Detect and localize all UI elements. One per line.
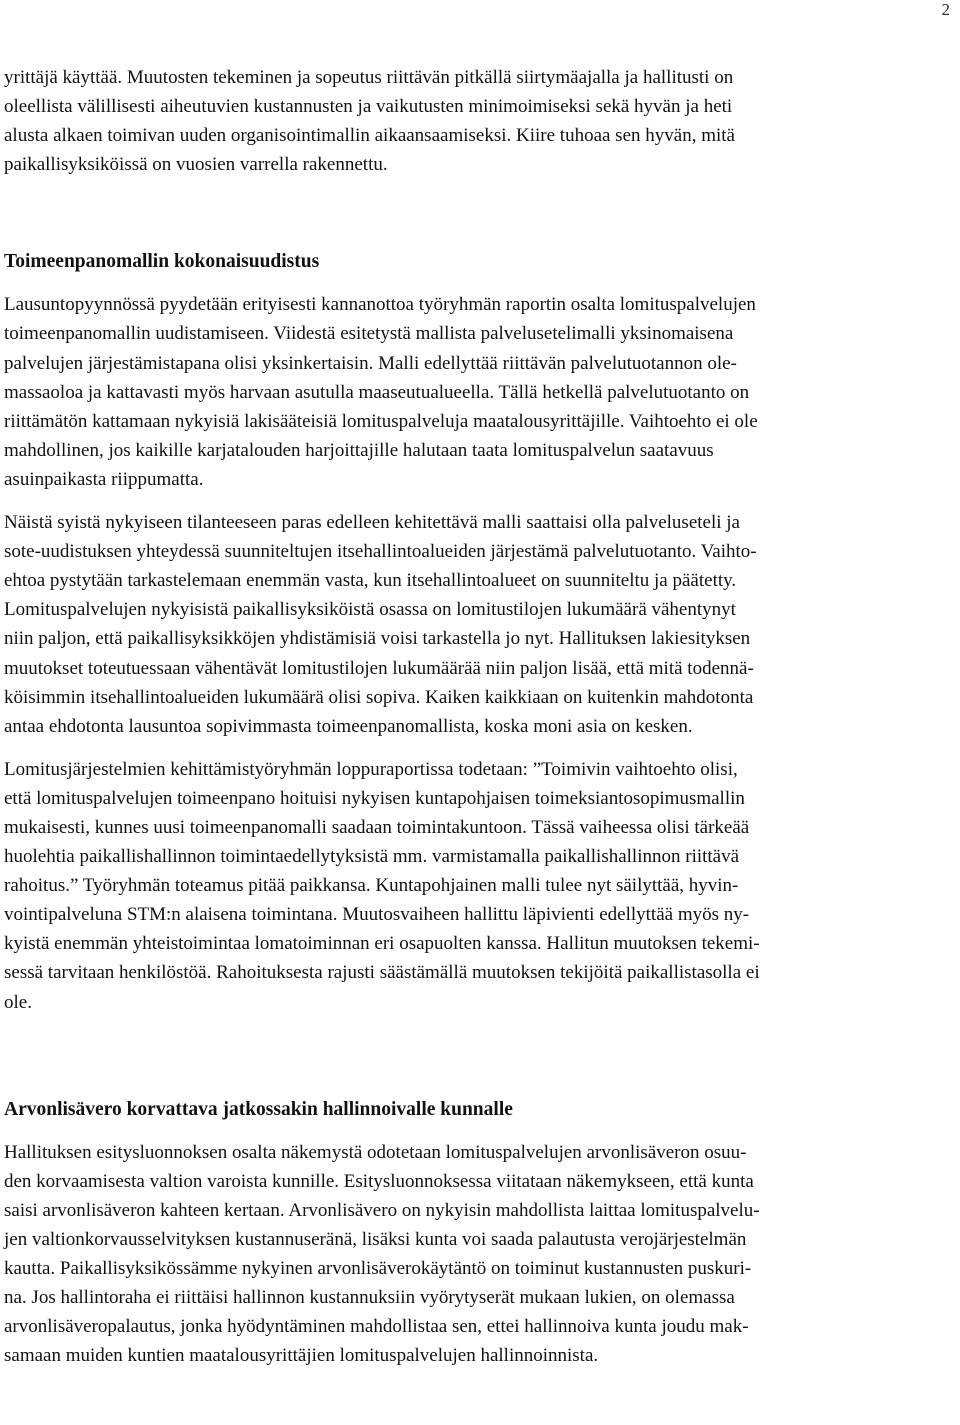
text-line: Hallituksen esitysluonnoksen osalta näkemystä odotetaan lomituspalvelujen arvonlisäveron osuu- — [4, 1141, 747, 1163]
text-line: että lomituspalvelujen toimeenpano hoituisi nykyisen kuntapohjaisen toimeksiantosopimusmallin — [4, 787, 745, 809]
text-line: rahoitus.” Työryhmän toteamus pitää paikkansa. Kuntapohjainen malli tulee nyt säilyttää, hyvin- — [4, 875, 739, 897]
text-line: köisimmin itsehallintoalueiden lukumäärä olisi sopiva. Kaiken kaikkiaan on kuitenkin mahdotonta — [4, 686, 754, 708]
text-line: jen valtionkorvausselvityksen kustannuseränä, lisäksi kunta voi saada palautusta verojärjestelmän — [4, 1228, 747, 1250]
text-line: oleellista välillisesti aiheutuvien kustannusten ja vaikutusten minimoimiseksi sekä hyvän ja heti — [4, 96, 733, 118]
text-line: kautta. Paikallisyksikössämme nykyinen arvonlisäverokäytäntö on toiminut kustannusten puskuri- — [4, 1258, 752, 1279]
text-line: alusta alkaen toimivan uuden organisointimallin aikaansaamiseksi. Kiire tuhoaa sen hyvän, mitä — [4, 125, 735, 147]
text-line: palvelujen järjestämistapana olisi yksinkertaisin. Malli edellyttää riittävän palvelutuotannon ole- — [4, 352, 737, 374]
text-line: sote-uudistuksen yhteydessä suunniteltujen itsehallintoalueiden järjestämä palvelutuotanto. Vaihto- — [4, 541, 757, 563]
text-line: kyistä enemmän yhteistoimintaa lomatoiminnan eri osapuolten kanssa. Hallitun muutoksen tekemi- — [4, 933, 760, 955]
text-line: den korvaamisesta valtion varoista kunnille. Esitysluonnoksessa viitataan näkemykseen, että kunta — [4, 1170, 754, 1192]
text-line: paikallisyksiköissä on vuosien varrella rakennettu. — [4, 154, 388, 176]
section-heading-toimeenpanomalli: Toimeenpanomallin kokonaisuudistus — [4, 251, 320, 273]
text-line: ole. — [4, 991, 32, 1013]
text-line: ehtoa pystytään tarkastelemaan enemmän vasta, kun itsehallintoalueet on suunniteltu ja päätetty. — [4, 570, 737, 592]
text-line: sessä tarvitaan henkilöstöä. Rahoituksesta rajusti säästämällä muutoksen tekijöitä paikallistasolla ei — [4, 962, 760, 984]
document-body — [4, 63, 950, 1370]
text-line: huolehtia paikallishallinnon toimintaedellytyksistä mm. varmistamalla paikallishallinnon riittävä — [4, 846, 740, 868]
text-line: riittämätön kattamaan nykyisiä lakisääteisiä lomituspalveluja maatalousyrittäjille. Vaihtoehto ei ole — [4, 410, 758, 432]
text-line: mukaisesti, kunnes uusi toimeenpanomalli saadaan toimintakuntoon. Tässä vaiheessa olisi tärkeää — [4, 816, 750, 838]
page-number: 2 — [941, 0, 950, 19]
section-heading-arvonlisavero: Arvonlisävero korvattava jatkossakin hallinnoivalle kunnalle — [4, 1098, 513, 1120]
text-line: arvonlisäveropalautus, jonka hyödyntäminen mahdollistaa sen, ettei hallinnoiva kunta joudu mak- — [4, 1316, 749, 1338]
text-line: niin paljon, että paikallisyksikköjen yhdistämisiä voisi tarkastella jo nyt. Hallituksen lakiesityksen — [4, 628, 751, 650]
text-line: antaa ehdotonta lausuntoa sopivimmasta toimeenpanomallista, koska moni asia on kesken. — [4, 715, 693, 737]
text-line: muutokset toteutuessaan vähentävät lomitustilojen lukumäärää niin paljon lisää, että mitä todennä- — [4, 657, 754, 679]
text-line: asuinpaikasta riippumatta. — [4, 468, 204, 490]
text-line: massaoloa ja kattavasti myös harvaan asutulla maaseutualueella. Tällä hetkellä palvelutuotanto on — [4, 381, 750, 403]
text-line: na. Jos hallintoraha ei riittäisi hallinnon kustannuksiin vyörytyserät mukaan lukien, on olemassa — [4, 1287, 735, 1309]
section1-paragraph-3 — [4, 755, 950, 1017]
text-line: toimeenpanomallin uudistamiseen. Viidestä esitetystä mallista palvelusetelimalli yksinomaisena — [4, 323, 734, 345]
text-line: Lausuntopyynnössä pyydetään erityisesti kannanottoa työryhmän raportin osalta lomituspalvelujen — [4, 294, 756, 316]
text-line: Lomitusjärjestelmien kehittämistyöryhmän loppuraportissa todetaan: ”Toimivin vaihtoehto olisi, — [4, 758, 738, 780]
text-line: samaan muiden kuntien maatalousyrittäjien lomituspalvelujen hallinnoinnista. — [4, 1345, 599, 1367]
text-line: mahdollinen, jos kaikille karjatalouden harjoittajille halutaan taata lomituspalvelun saatavuus — [4, 439, 714, 461]
text-line: saisi arvonlisäveron kahteen kertaan. Arvonlisävero on nykyisin mahdollista laittaa lomituspalvelu- — [4, 1199, 760, 1221]
section1-paragraph-1 — [4, 290, 950, 494]
intro-paragraph — [4, 63, 950, 179]
text-line: vointipalveluna STM:n alaisena toimintana. Muutosvaiheen hallittu läpivienti edellyttää myös ny- — [4, 904, 750, 926]
text-line: yrittäjä käyttää. Muutosten tekeminen ja sopeutus riittävän pitkällä siirtymäajalla ja hallitusti on — [4, 67, 734, 88]
text-line: Lomituspalvelujen nykyisistä paikallisyksiköistä osassa on lomitustilojen lukumäärä vähentynyt — [4, 599, 736, 621]
section2-paragraph-1 — [4, 1138, 950, 1371]
text-line: Näistä syistä nykyiseen tilanteeseen paras edelleen kehitettävä malli saattaisi olla palveluseteli ja — [4, 512, 740, 534]
section1-paragraph-2 — [4, 508, 950, 741]
